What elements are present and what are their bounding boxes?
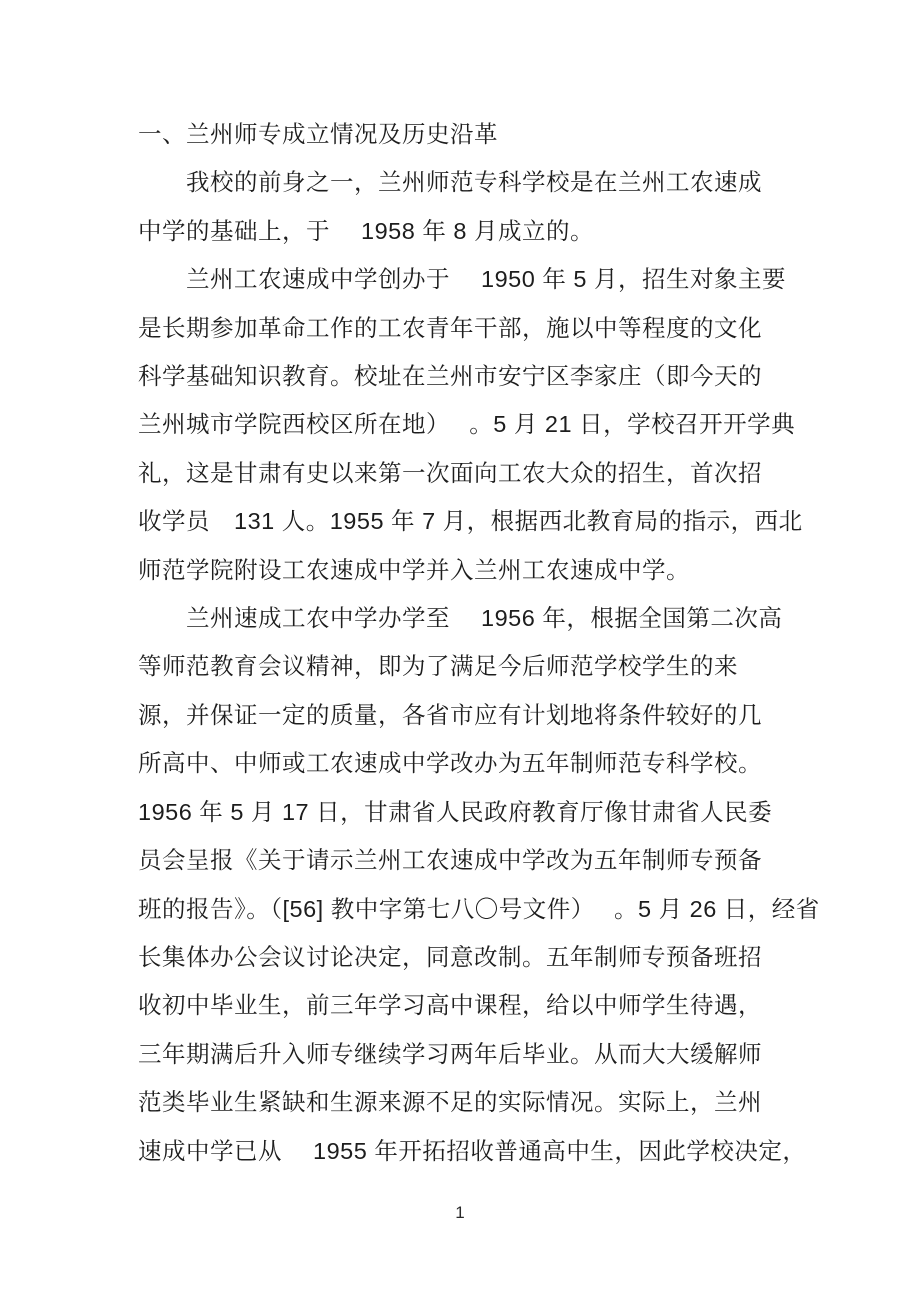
text-line: 兰州工农速成中学创办于 1950 年 5 月，招生对象主要 <box>138 266 786 293</box>
text-line: 源，并保证一定的质量，各省市应有计划地将条件较好的几 <box>138 701 762 728</box>
text-line: 兰州城市学院西校区所在地） 。5 月 21 日，学校召开开学典 <box>138 411 796 438</box>
text-line: 所高中、中师或工农速成中学改办为五年制师范专科学校。 <box>138 750 762 777</box>
document-text-block <box>138 110 818 1175</box>
page-number: 1 <box>455 1203 465 1222</box>
text-line: 等师范教育会议精神，即为了满足今后师范学校学生的来 <box>138 653 738 680</box>
text-line: 是长期参加革命工作的工农青年干部，施以中等程度的文化 <box>138 314 762 341</box>
text-line: 班的报告》。（[56] 教中字第七八〇号文件） 。5 月 26 日，经省 <box>138 895 820 922</box>
text-line: 员会呈报《关于请示兰州工农速成中学改为五年制师专预备 <box>138 847 762 874</box>
text-line: 长集体办公会议讨论决定，同意改制。五年制师专预备班招 <box>138 943 762 970</box>
text-line: 我校的前身之一，兰州师范专科学校是在兰州工农速成 <box>138 169 762 196</box>
text-line: 师范学院附设工农速成中学并入兰州工农速成中学。 <box>138 556 690 583</box>
text-line: 速成中学已从 1955 年开拓招收普通高中生，因此学校决定， <box>138 1137 807 1164</box>
text-line: 兰州速成工农中学办学至 1956 年，根据全国第二次高 <box>138 605 783 632</box>
text-line: 1956 年 5 月 17 日，甘肃省人民政府教育厅像甘肃省人民委 <box>138 798 773 825</box>
text-line: 三年期满后升入师专继续学习两年后毕业。从而大大缓解师 <box>138 1040 762 1067</box>
section-heading: 一、兰州师专成立情况及历史沿革 <box>138 121 498 147</box>
text-line: 礼，这是甘肃有史以来第一次面向工农大众的招生，首次招 <box>138 459 762 486</box>
text-line: 中学的基础上，于 1958 年 8 月成立的。 <box>138 217 594 244</box>
text-line: 收初中毕业生，前三年学习高中课程，给以中师学生待遇， <box>138 992 762 1019</box>
text-line: 范类毕业生紧缺和生源来源不足的实际情况。实际上，兰州 <box>138 1089 762 1116</box>
text-line: 收学员 131 人。1955 年 7 月，根据西北教育局的指示，西北 <box>138 508 803 535</box>
text-line: 科学基础知识教育。校址在兰州市安宁区李家庄（即今天的 <box>138 363 762 390</box>
